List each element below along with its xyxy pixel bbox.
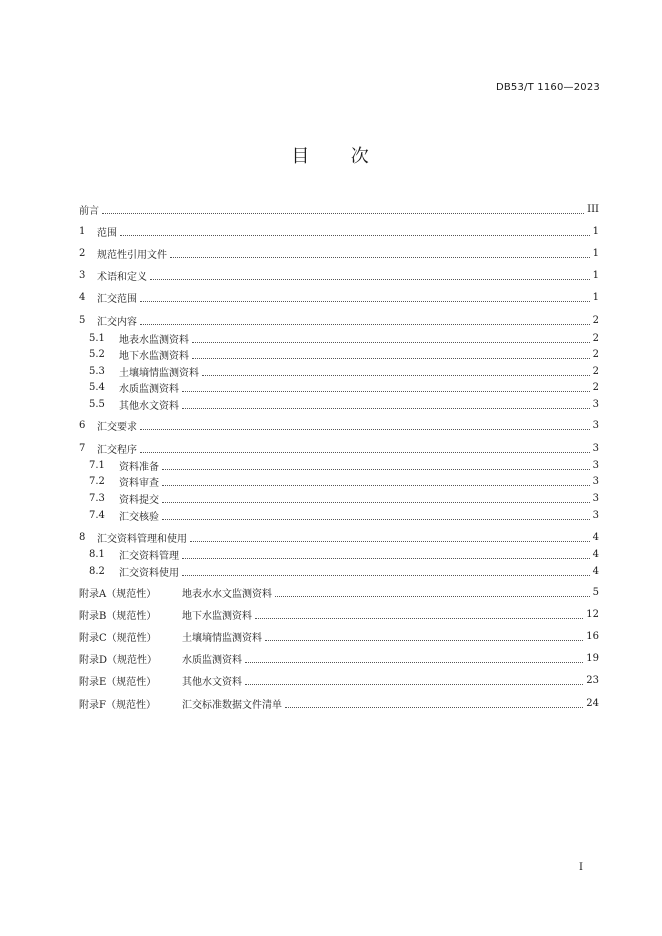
toc-entry-page: 2 bbox=[592, 314, 599, 326]
dot-leader bbox=[245, 683, 583, 685]
document-code: DB53/T 1160—2023 bbox=[495, 82, 600, 93]
toc-entry[interactable] bbox=[79, 289, 599, 305]
toc-entry[interactable] bbox=[79, 650, 599, 666]
toc-entry[interactable] bbox=[79, 606, 599, 622]
toc-entry[interactable] bbox=[79, 201, 599, 217]
toc-entry-number: 7.1 bbox=[89, 459, 105, 471]
toc-entry-page: 3 bbox=[592, 442, 599, 454]
toc-entry-number: 5.2 bbox=[89, 348, 105, 360]
dot-leader bbox=[182, 574, 590, 576]
toc-entry[interactable] bbox=[89, 563, 599, 579]
toc-entry-number: 7 bbox=[79, 442, 86, 454]
toc-entry-label: 地下水监测资料 bbox=[182, 610, 252, 622]
toc-entry-label: 其他水文资料 bbox=[119, 400, 179, 412]
toc-entry[interactable] bbox=[79, 672, 599, 688]
dot-leader bbox=[140, 323, 590, 325]
toc-entry-label: 范围 bbox=[97, 227, 117, 239]
dot-leader bbox=[275, 595, 590, 597]
toc-entry-label: 汇交标准数据文件清单 bbox=[182, 699, 282, 711]
toc-entry-page: 3 bbox=[592, 509, 599, 521]
toc-entry[interactable] bbox=[89, 473, 599, 489]
dot-leader bbox=[255, 617, 583, 619]
page-number: I bbox=[579, 862, 583, 873]
toc-entry-page: 1 bbox=[592, 247, 599, 259]
toc-entry-label: 地下水监测资料 bbox=[119, 350, 189, 362]
dot-leader bbox=[182, 390, 590, 392]
toc-entry[interactable] bbox=[79, 584, 599, 600]
toc-entry-page: 4 bbox=[592, 565, 599, 577]
toc-entry-page: 3 bbox=[592, 459, 599, 471]
toc-entry[interactable] bbox=[89, 379, 599, 395]
toc-entry-number: 附录A（规范性） bbox=[79, 588, 157, 600]
toc-entry-label: 汇交要求 bbox=[97, 421, 137, 433]
toc-entry-page: 3 bbox=[592, 419, 599, 431]
dot-leader bbox=[192, 357, 590, 359]
dot-leader bbox=[245, 661, 583, 663]
toc-entry[interactable] bbox=[79, 695, 599, 711]
toc-entry-label: 术语和定义 bbox=[97, 271, 147, 283]
toc-entry-label: 水质监测资料 bbox=[119, 383, 179, 395]
toc-entry-number: 附录E（规范性） bbox=[79, 676, 157, 688]
toc-entry-label: 资料准备 bbox=[119, 461, 159, 473]
toc-entry-page: 4 bbox=[592, 548, 599, 560]
toc-entry-label: 前言 bbox=[79, 205, 99, 217]
toc-entry-page: 3 bbox=[592, 492, 599, 504]
toc-entry-page: 12 bbox=[586, 608, 599, 620]
toc-entry-label: 规范性引用文件 bbox=[97, 249, 167, 261]
toc-entry-label: 汇交资料管理和使用 bbox=[97, 533, 187, 545]
dot-leader bbox=[202, 374, 590, 376]
toc-entry[interactable] bbox=[79, 440, 599, 456]
toc-entry[interactable] bbox=[89, 507, 599, 523]
toc-entry[interactable] bbox=[79, 267, 599, 283]
toc-entry-number: 5.4 bbox=[89, 381, 105, 393]
toc-entry-label: 汇交范围 bbox=[97, 293, 137, 305]
dot-leader bbox=[140, 451, 590, 453]
dot-leader bbox=[120, 234, 590, 236]
toc-entry-number: 附录D（规范性） bbox=[79, 654, 158, 666]
toc-entry-page: 23 bbox=[586, 674, 599, 686]
dot-leader bbox=[162, 484, 590, 486]
toc-entry-label: 汇交资料使用 bbox=[119, 567, 179, 579]
toc-entry-label: 汇交资料管理 bbox=[119, 550, 179, 562]
toc-entry-number: 8 bbox=[79, 531, 86, 543]
toc-entry-number: 4 bbox=[79, 291, 86, 303]
toc-entry-page: 19 bbox=[586, 652, 599, 664]
toc-entry-label: 地表水监测资料 bbox=[119, 334, 189, 346]
toc-entry-number: 1 bbox=[79, 225, 86, 237]
dot-leader bbox=[162, 501, 590, 503]
toc-entry-page: 4 bbox=[592, 531, 599, 543]
toc-entry[interactable] bbox=[89, 490, 599, 506]
toc-entry-label: 水质监测资料 bbox=[182, 654, 242, 666]
toc-entry-label: 汇交内容 bbox=[97, 316, 137, 328]
toc-entry-number: 5 bbox=[79, 314, 86, 326]
toc-entry-label: 地表水水文监测资料 bbox=[182, 588, 272, 600]
toc-entry-label: 其他水文资料 bbox=[182, 676, 242, 688]
toc-entry-label: 汇交程序 bbox=[97, 444, 137, 456]
toc-entry[interactable] bbox=[89, 363, 599, 379]
toc-entry-label: 土壤墒情监测资料 bbox=[182, 632, 262, 644]
toc-entry-number: 附录C（规范性） bbox=[79, 632, 157, 644]
toc-entry-number: 8.2 bbox=[89, 565, 105, 577]
toc-entry-page: 1 bbox=[592, 225, 599, 237]
toc-entry-page: 3 bbox=[592, 475, 599, 487]
toc-entry-page: 1 bbox=[592, 291, 599, 303]
toc-entry-number: 7.4 bbox=[89, 509, 105, 521]
dot-leader bbox=[190, 540, 590, 542]
toc-entry-label: 土壤墒情监测资料 bbox=[119, 367, 199, 379]
toc-entry-number: 5.5 bbox=[89, 398, 105, 410]
dot-leader bbox=[170, 256, 590, 258]
toc-entry-label: 汇交核验 bbox=[119, 511, 159, 523]
toc-entry-page: 24 bbox=[586, 697, 599, 709]
toc-entry-page: 2 bbox=[592, 365, 599, 377]
toc-entry-label: 资料审查 bbox=[119, 477, 159, 489]
toc-entry-page: III bbox=[587, 203, 599, 215]
toc-entry-page: 2 bbox=[592, 332, 599, 344]
toc-entry[interactable] bbox=[89, 396, 599, 412]
dot-leader bbox=[150, 278, 590, 280]
toc-entry-number: 5.1 bbox=[89, 332, 105, 344]
toc-entry-number: 附录B（规范性） bbox=[79, 610, 157, 622]
dot-leader bbox=[162, 468, 590, 470]
toc-entry-page: 16 bbox=[586, 630, 599, 642]
toc-entry-number: 8.1 bbox=[89, 548, 105, 560]
toc-entry-page: 3 bbox=[592, 398, 599, 410]
toc-entry-label: 资料提交 bbox=[119, 494, 159, 506]
dot-leader bbox=[265, 639, 583, 641]
dot-leader bbox=[182, 407, 590, 409]
toc-entry[interactable] bbox=[79, 245, 599, 261]
toc-entry-page: 1 bbox=[592, 269, 599, 281]
toc-entry-page: 2 bbox=[592, 348, 599, 360]
toc-entry[interactable] bbox=[79, 417, 599, 433]
dot-leader bbox=[140, 300, 590, 302]
toc-entry-number: 7.2 bbox=[89, 475, 105, 487]
toc-entry[interactable] bbox=[79, 223, 599, 239]
toc-entry[interactable] bbox=[89, 330, 599, 346]
dot-leader bbox=[162, 518, 590, 520]
toc-entry[interactable] bbox=[79, 628, 599, 644]
dot-leader bbox=[140, 428, 590, 430]
toc-entry-page: 2 bbox=[592, 381, 599, 393]
toc-entry[interactable] bbox=[79, 312, 599, 328]
toc-entry-number: 2 bbox=[79, 247, 86, 259]
toc-entry-number: 3 bbox=[79, 269, 86, 281]
toc-entry-page: 5 bbox=[592, 586, 599, 598]
dot-leader bbox=[182, 557, 590, 559]
toc-entry-number: 7.3 bbox=[89, 492, 105, 504]
toc-entry[interactable] bbox=[79, 529, 599, 545]
toc-entry-number: 6 bbox=[79, 419, 86, 431]
dot-leader bbox=[192, 341, 590, 343]
toc-entry-number: 5.3 bbox=[89, 365, 105, 377]
toc-entry-number: 附录F（规范性） bbox=[79, 699, 156, 711]
dot-leader bbox=[102, 212, 584, 214]
dot-leader bbox=[285, 706, 583, 708]
toc-entry[interactable] bbox=[89, 346, 599, 362]
page-title: 目 次 bbox=[291, 146, 371, 167]
toc-entry[interactable] bbox=[89, 457, 599, 473]
toc-entry[interactable] bbox=[89, 546, 599, 562]
